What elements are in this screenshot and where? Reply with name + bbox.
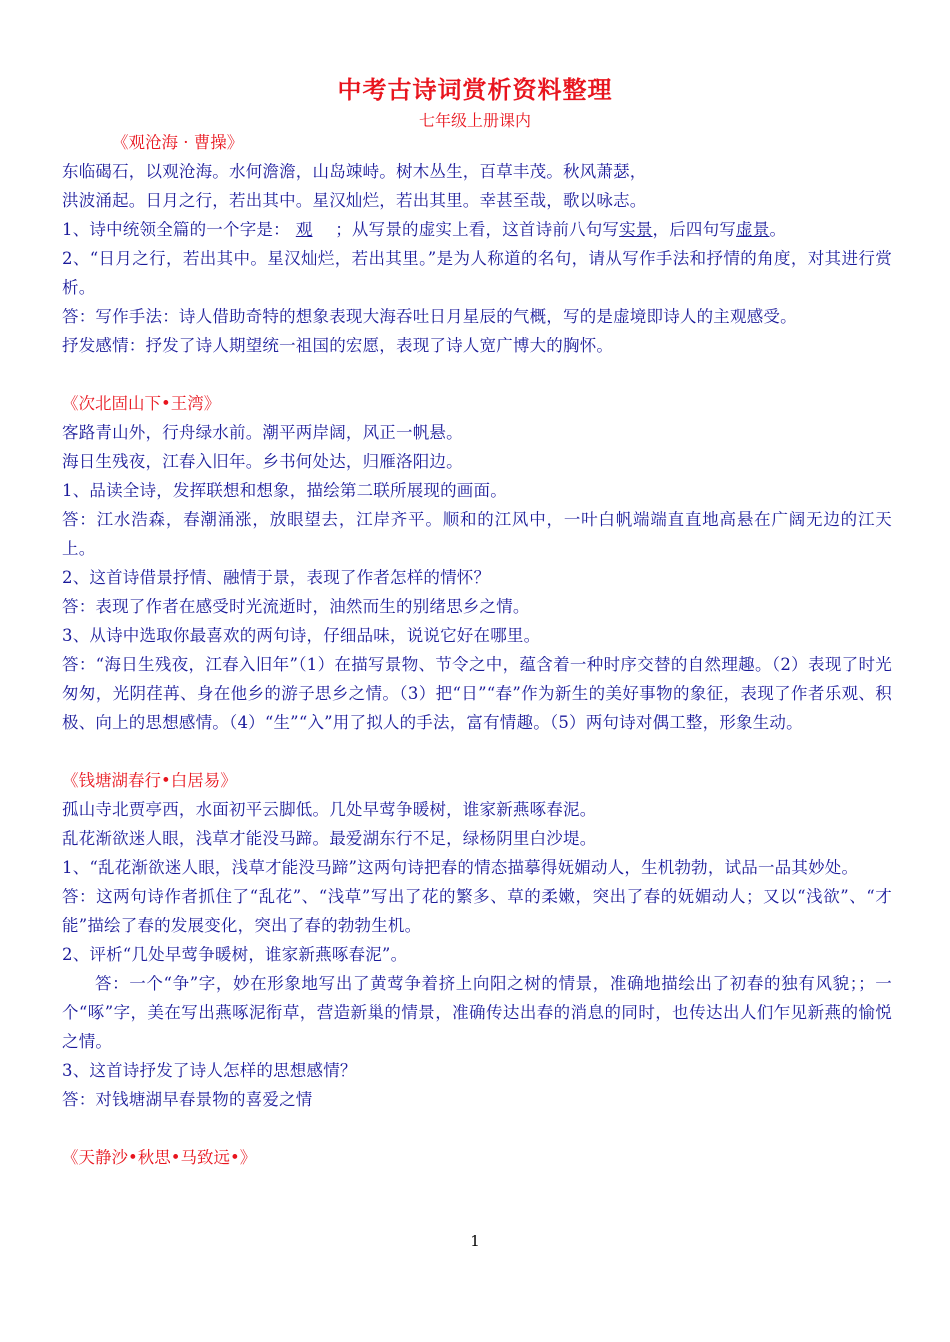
poem-line: 客路青山外，行舟绿水前。潮平两岸阔，风正一帆悬。 — [62, 423, 463, 442]
poem-line: 洪波涌起。日月之行，若出其中。星汉灿烂，若出其里。幸甚至哉，歌以咏志。 — [62, 191, 647, 210]
answer: 答：江水浩森，春潮涌涨，放眼望去，江岸齐平。顺和的江风中，一叶白帆端端直直地高悬在广阔无边的江天上。 — [62, 510, 892, 558]
answer: 答：写作手法：诗人借助奇特的想象表现大海吞吐日月星辰的气概，写的是虚境即诗人的主观感受。 — [62, 307, 797, 326]
question: 2、评析“几处早莺争暖树，谁家新燕啄春泥”。 — [62, 945, 408, 964]
page-number: 1 — [470, 1232, 480, 1250]
poem-line: 海日生残夜，江春入旧年。乡书何处达，归雁洛阳边。 — [62, 452, 463, 471]
question: 2、“日月之行，若出其中。星汉灿烂，若出其里。”是为人称道的名句，请从写作手法和抒情的角度，对其进行赏析。 — [62, 249, 892, 297]
poem-title: 《钱塘湖春行•白居易》 — [62, 771, 237, 790]
question: 1、诗中统领全篇的一个字是： 观 ；从写景的虚实上看，这首诗前八句写实景，后四句写虚景。 — [62, 220, 787, 239]
answer: 答：一个“争”字，妙在形象地写出了黄莺争着挤上向阳之树的情景，准确地描绘出了初春的独有风貌；；一个“啄”字，美在写出燕啄泥衔草，营造新巢的情景，准确传达出春的消息的同时，也传达出人们乍见新燕的愉悦之情。 — [62, 974, 892, 1051]
question: 2、这首诗借景抒情、融情于景，表现了作者怎样的情怀？ — [62, 568, 491, 587]
answer: 答：对钱塘湖早春景物的喜爱之情 — [62, 1090, 313, 1109]
answer: 抒发感情：抒发了诗人期望统一祖国的宏愿，表现了诗人宽广博大的胸怀。 — [62, 336, 614, 355]
document-subtitle: 七年级上册课内 — [418, 111, 531, 130]
poem-title: 《天静沙•秋思•马致远•》 — [62, 1148, 257, 1167]
answer: 答：这两句诗作者抓住了“乱花”、“浅草”写出了花的繁多、草的柔嫩，突出了春的妩媚动人；又以“浅欲”、“才能”描绘了春的发展变化，突出了春的勃勃生机。 — [62, 887, 892, 935]
answer: 答：“海日生残夜，江春入旧年”（1）在描写景物、节令之中，蕴含着一种时序交替的自然理趣。（2）表现了时光匆匆，光阴荏苒、身在他乡的游子思乡之情。（3）把“日”“春”作为新生的美好事物的象征，表现了作者乐观、积极、向上的思想感情。（4）“生”“入”用了拟人的手法，富有情趣。（5）两句诗对偶工整，形象生动。 — [62, 655, 892, 732]
poem-line: 东临碣石，以观沧海。水何澹澹，山岛竦峙。树木丛生，百草丰茂。秋风萧瑟， — [62, 162, 647, 181]
question: 3、这首诗抒发了诗人怎样的思想感情？ — [62, 1061, 357, 1080]
question: 1、品读全诗，发挥联想和想象，描绘第二联所展现的画面。 — [62, 481, 507, 500]
poem-title: 《次北固山下•王湾》 — [62, 394, 221, 413]
document-body — [62, 128, 892, 1172]
answer: 答：表现了作者在感受时光流逝时，油然而生的别绪思乡之情。 — [62, 597, 530, 616]
poem-line: 乱花渐欲迷人眼，浅草才能没马蹄。最爱湖东行不足，绿杨阴里白沙堤。 — [62, 829, 597, 848]
poem-line: 孤山寺北贾亭西，水面初平云脚低。几处早莺争暖树，谁家新燕啄春泥。 — [62, 800, 597, 819]
question: 3、从诗中选取你最喜欢的两句诗，仔细品味，说说它好在哪里。 — [62, 626, 541, 645]
poem-title: 《观沧海 · 曹操》 — [112, 133, 244, 152]
question: 1、“乱花渐欲迷人眼，浅草才能没马蹄”这两句诗把春的情态描摹得妩媚动人，生机勃勃，试品一品其妙处。 — [62, 858, 859, 877]
document-title: 中考古诗词赏析资料整理 — [337, 75, 613, 104]
